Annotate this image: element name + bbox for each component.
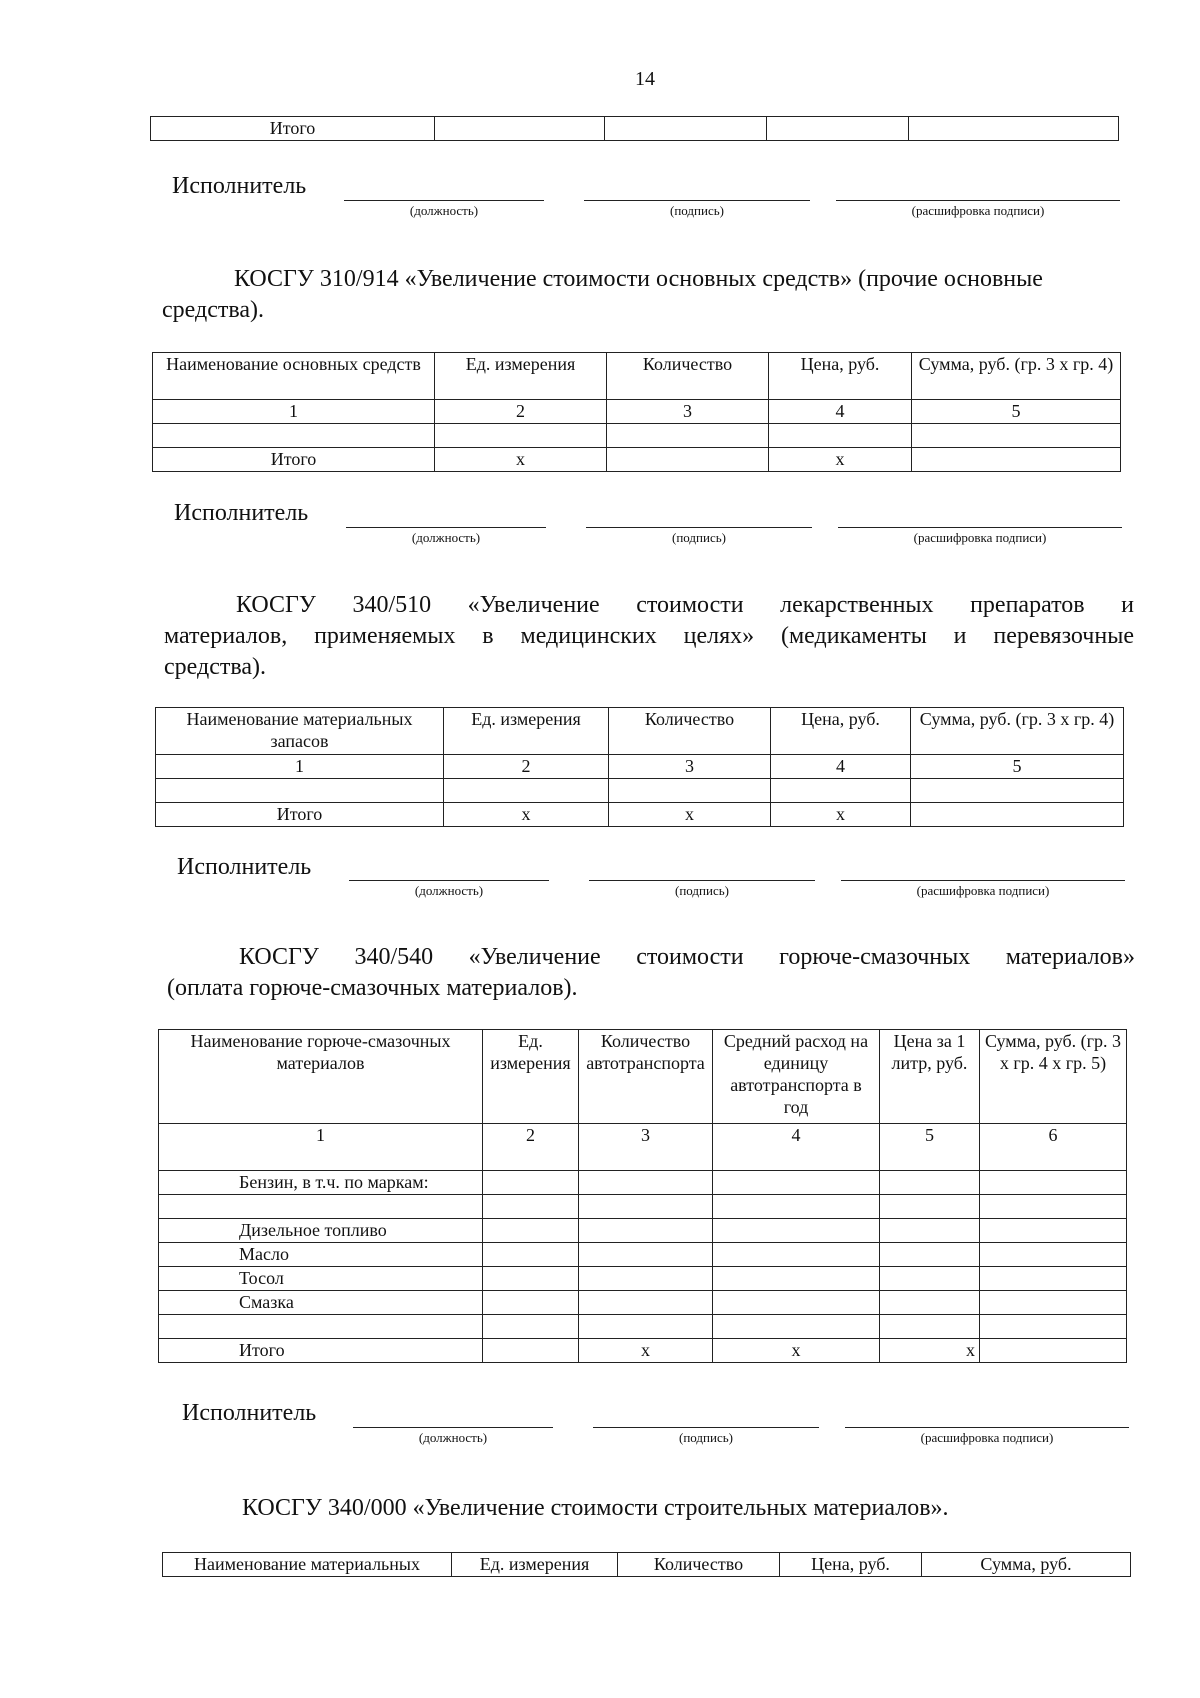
row-label [159,1315,483,1339]
decoding-line [836,200,1120,201]
signature-caption: (подпись) [679,1430,733,1445]
total-label: Итого [156,803,444,827]
cell [483,1315,579,1339]
cell [483,1267,579,1291]
table-row [159,1219,1127,1243]
table-row [156,779,1124,803]
header-sum: Сумма, руб. [922,1553,1131,1577]
cell [579,1267,713,1291]
col-number: 1 [156,755,444,779]
cell [579,1195,713,1219]
cell [483,1243,579,1267]
total-row [159,1339,1127,1363]
total-label: Итого [151,117,435,141]
decoding-line [845,1427,1129,1428]
header-sum: Сумма, руб. (гр. 3 х гр. 4) [911,708,1124,755]
col-number: 4 [771,755,911,779]
col-number: 4 [769,400,912,424]
section2-heading [164,590,1134,683]
cell [609,779,771,803]
signature-line [589,880,815,881]
header-sum: Сумма, руб. (гр. 3 х гр. 4 х гр. 5) [980,1030,1127,1124]
cell [713,1171,880,1195]
decoding-caption: (расшифровка подписи) [913,530,1047,545]
total-cell: х [771,803,911,827]
header-row [159,1030,1127,1124]
section4-table [162,1552,1131,1577]
cell [880,1219,980,1243]
signature-caption: (подпись) [672,530,726,545]
col-number: 5 [880,1124,980,1171]
section2-title-line3: средства). [164,654,266,680]
signature-line [584,200,810,201]
header-row [163,1553,1131,1577]
table-row [159,1291,1127,1315]
section3-table [158,1029,1127,1363]
header-vehicles: Количество автотранспорта [579,1030,713,1124]
section3-heading [167,942,1135,1004]
cell [579,1243,713,1267]
cell [909,117,1119,141]
total-label: Итого [153,448,435,472]
position-caption: (должность) [414,883,484,898]
row-label: Дизельное топливо [159,1219,483,1243]
header-quantity: Количество [618,1553,780,1577]
position-line [346,527,546,528]
total-row [156,803,1124,827]
total-label: Итого [159,1339,483,1363]
table-row [159,1315,1127,1339]
section2-table [155,707,1124,827]
row-label: Масло [159,1243,483,1267]
position-caption: (должность) [418,1430,488,1445]
header-price-per-liter: Цена за 1 литр, руб. [880,1030,980,1124]
executor-label: Исполнитель [174,500,309,526]
header-unit: Ед. измерения [452,1553,618,1577]
cell [880,1195,980,1219]
cell [483,1291,579,1315]
executor-label: Исполнитель [177,854,312,880]
header-quantity: Количество [609,708,771,755]
header-unit: Ед. измерения [483,1030,579,1124]
col-number: 3 [607,400,769,424]
cell [912,424,1121,448]
cell [483,1195,579,1219]
cell [483,1219,579,1243]
cell [880,1291,980,1315]
header-name: Наименование горюче-смазочных материалов [159,1030,483,1124]
col-number: 6 [980,1124,1127,1171]
col-number: 4 [713,1124,880,1171]
header-row [153,353,1121,400]
cell [579,1171,713,1195]
cell [980,1171,1127,1195]
cell [980,1267,1127,1291]
cell [911,779,1124,803]
signature-line [593,1427,819,1428]
col-number: 3 [579,1124,713,1171]
total-cell: х [769,448,912,472]
header-unit: Ед. измерения [435,353,607,400]
position-caption: (должность) [409,203,479,218]
row-label: Бензин, в т.ч. по маркам: [159,1171,483,1195]
header-quantity: Количество [607,353,769,400]
number-row [156,755,1124,779]
cell [435,117,605,141]
cell [579,1315,713,1339]
section4-title: КОСГУ 340/000 «Увеличение стоимости строительных материалов». [242,1495,949,1521]
decoding-line [841,880,1125,881]
decoding-caption: (расшифровка подписи) [920,1430,1054,1445]
col-number: 5 [911,755,1124,779]
section1-title-line1: КОСГУ 310/914 «Увеличение стоимости основных средств» (прочие основные [234,266,1043,292]
total-cell [912,448,1121,472]
total-cell: х [609,803,771,827]
cell [767,117,909,141]
section4-heading [170,1493,1138,1524]
signature-caption: (подпись) [670,203,724,218]
cell [153,424,435,448]
total-cell: х [579,1339,713,1363]
col-number: 2 [435,400,607,424]
cell [880,1243,980,1267]
header-unit: Ед. измерения [444,708,609,755]
cell [980,1219,1127,1243]
cell [980,1195,1127,1219]
header-price: Цена, руб. [771,708,911,755]
section3-title-line1: КОСГУ 340/540 «Увеличение стоимости горюче-смазочных материалов» [239,944,1135,970]
position-line [344,200,544,201]
position-line [349,880,549,881]
cell [713,1267,880,1291]
signature-line [586,527,812,528]
total-cell: х [444,803,609,827]
number-row [153,400,1121,424]
total-cell [483,1339,579,1363]
section1-heading [162,264,1132,326]
cell [769,424,912,448]
cell [156,779,444,803]
cell [980,1291,1127,1315]
table-row [159,1243,1127,1267]
decoding-caption: (расшифровка подписи) [916,883,1050,898]
cell [713,1243,880,1267]
executor-label: Исполнитель [172,173,307,199]
cell [607,424,769,448]
row-label: Смазка [159,1291,483,1315]
decoding-line [838,527,1122,528]
cell [880,1315,980,1339]
position-caption: (должность) [411,530,481,545]
cell [880,1171,980,1195]
top-total-table [150,116,1119,141]
col-number: 3 [609,755,771,779]
decoding-caption: (расшифровка подписи) [911,203,1045,218]
col-number: 2 [444,755,609,779]
signature-caption: (подпись) [675,883,729,898]
cell [713,1315,880,1339]
cell [713,1195,880,1219]
header-price: Цена, руб. [769,353,912,400]
header-sum: Сумма, руб. (гр. 3 х гр. 4) [912,353,1121,400]
number-row [159,1124,1127,1171]
total-cell: х [880,1339,980,1363]
total-cell [607,448,769,472]
total-cell [911,803,1124,827]
page-number: 14 [635,68,655,90]
table-row [159,1267,1127,1291]
col-number: 2 [483,1124,579,1171]
section2-title-line2: материалов, применяемых в медицинских целях» (медикаменты и перевязочные [164,623,1134,649]
cell [980,1315,1127,1339]
total-cell: х [713,1339,880,1363]
total-cell: х [435,448,607,472]
section1-title-line2: средства). [162,297,264,323]
row-label: Тосол [159,1267,483,1291]
cell [579,1219,713,1243]
total-cell [980,1339,1127,1363]
section1-table [152,352,1121,472]
table-row [153,424,1121,448]
header-row [156,708,1124,755]
header-name: Наименование основных средств [153,353,435,400]
cell [713,1291,880,1315]
header-name: Наименование материальных [163,1553,452,1577]
col-number: 5 [912,400,1121,424]
cell [713,1219,880,1243]
col-number: 1 [153,400,435,424]
cell [435,424,607,448]
position-line [353,1427,553,1428]
header-name: Наименование материальных запасов [156,708,444,755]
row-label [159,1195,483,1219]
section2-title-line1: КОСГУ 340/510 «Увеличение стоимости лекарственных препаратов и [236,592,1134,618]
cell [579,1291,713,1315]
col-number: 1 [159,1124,483,1171]
cell [444,779,609,803]
executor-label: Исполнитель [182,1400,317,1426]
section3-title-line2: (оплата горюче-смазочных материалов). [167,975,578,1001]
table-row [159,1171,1127,1195]
header-price: Цена, руб. [780,1553,922,1577]
table-row [159,1195,1127,1219]
total-row [153,448,1121,472]
cell [483,1171,579,1195]
cell [605,117,767,141]
header-consumption: Средний расход на единицу автотранспорта в год [713,1030,880,1124]
cell [771,779,911,803]
cell [980,1243,1127,1267]
cell [880,1267,980,1291]
